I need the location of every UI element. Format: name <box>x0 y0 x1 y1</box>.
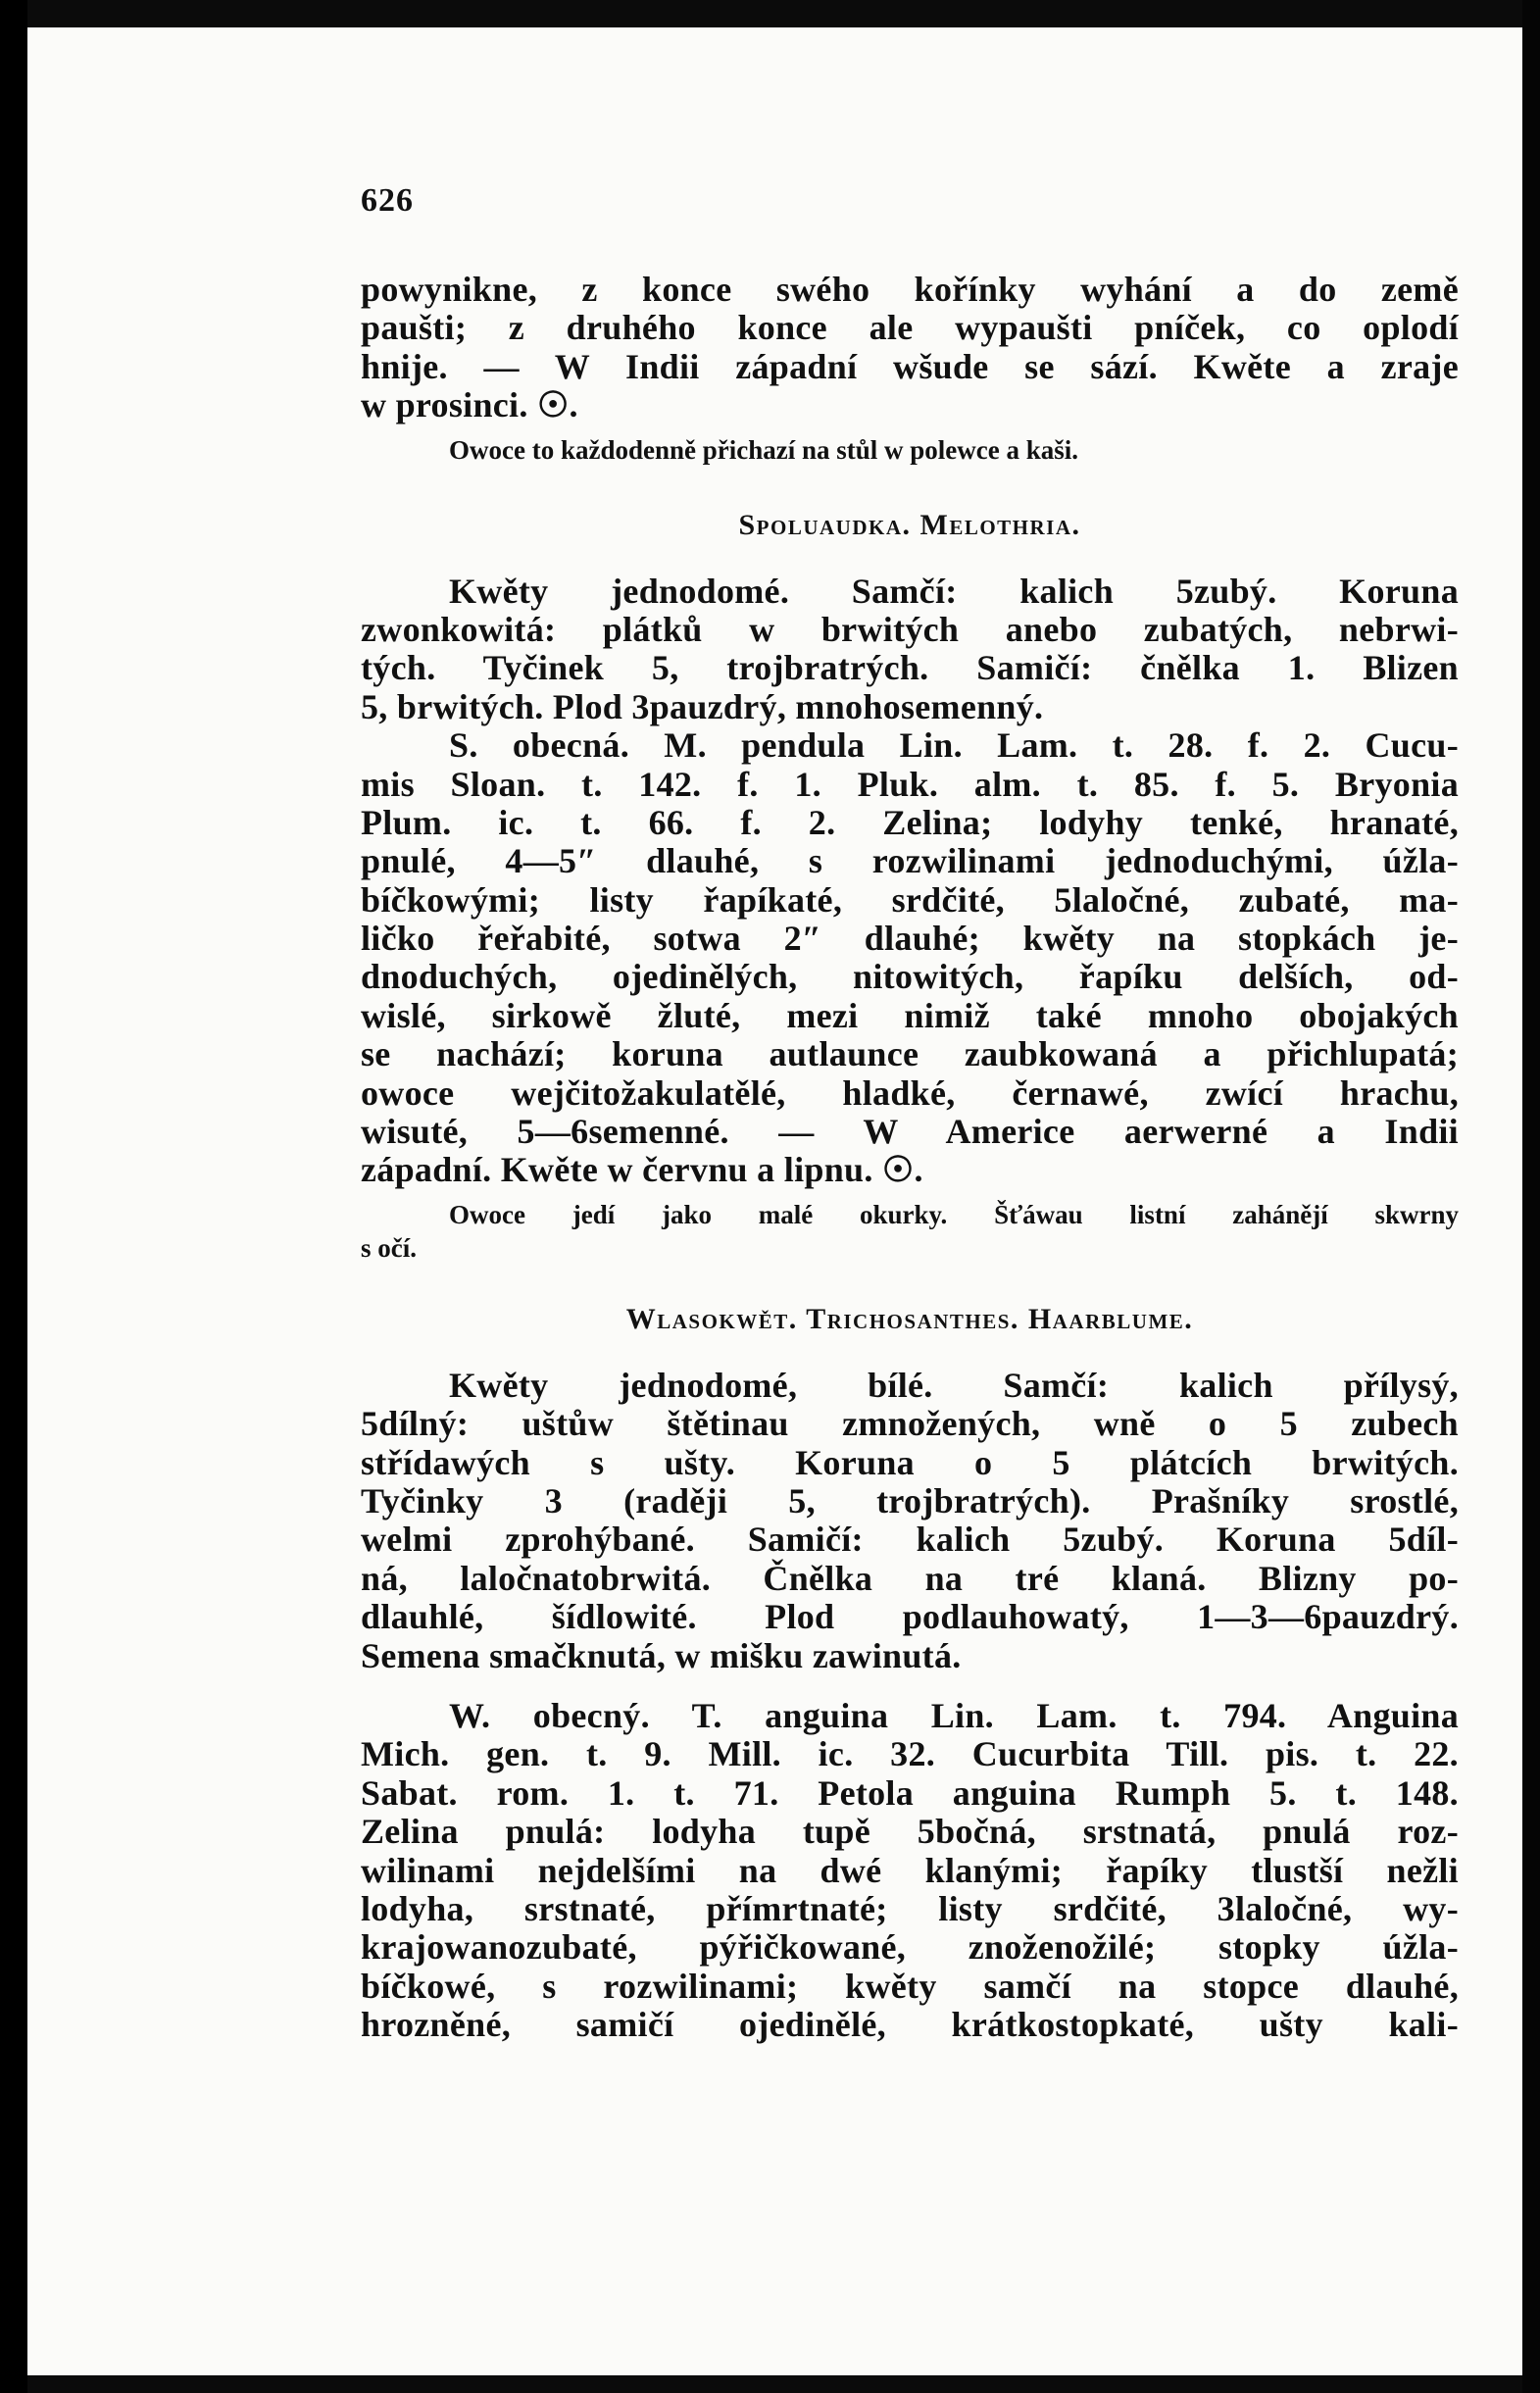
text-line: paušti; z druhého konce ale wypaušti pníček, co oplodí <box>361 308 1459 348</box>
text-line: ličko řeřabité, sotwa 2″ dlauhé; kwěty na stopkách je- <box>361 919 1459 959</box>
text-line: dlauhlé, šídlowité. Plod podlauhowatý, 1—3—6pauzdrý. <box>361 1597 1459 1637</box>
paragraph-gap <box>361 1675 1459 1697</box>
species-description-trichosanthes <box>361 1697 1459 2045</box>
text-line: Semena smačknutá, w mišku zawinutá. <box>361 1635 962 1675</box>
species-description-melothria <box>361 726 1459 1265</box>
text-line: západní. Kwěte w červnu a lipnu. ☉. <box>361 1150 923 1190</box>
text-line: střídawých s ušty. Koruna o 5 plátcích brwitých. <box>361 1442 1459 1482</box>
scan-edge-right <box>1522 0 1540 2393</box>
text-line: wilinami nejdelšími na dwé klanými; řapíky tlustší nežli <box>361 1850 1459 1890</box>
text-line: owoce wejčitožakulatělé, hladké, černawé, zwící hrachu, <box>361 1072 1459 1113</box>
footnote-line: s očí. <box>361 1232 417 1263</box>
text-line: krajowanozubaté, pýřičkowané, znoženožilé; stopky úžla- <box>361 1927 1459 1968</box>
page-content <box>361 271 1459 2044</box>
text-line: se nachází; koruna autlaunce zaubkowaná a přichlupatá; <box>361 1034 1459 1074</box>
text-line: w prosinci. ☉. <box>361 385 578 425</box>
text-line: Zelina pnulá: lodyha tupě 5bočná, srstnatá, pnulá roz- <box>361 1812 1459 1852</box>
genus-description-trichosanthes <box>361 1367 1459 1675</box>
text-line: mis Sloan. t. 142. f. 1. Pluk. alm. t. 85. f. 5. Bryonia <box>361 764 1459 804</box>
text-line: Kwěty jednodomé, bílé. Samčí: kalich přílysý, <box>449 1365 1459 1405</box>
text-line: lodyha, srstnaté, přímrtnaté; listy srdčité, 3laločné, wy- <box>361 1888 1459 1928</box>
text-line: 5dílný: uštůw štětinau zmnožených, wně o 5 zubech <box>361 1404 1459 1444</box>
text-line: bíčkowými; listy řapíkaté, srdčité, 5laločné, zubaté, ma- <box>361 879 1459 920</box>
book-page <box>27 27 1522 2375</box>
text-line: S. obecná. M. pendula Lin. Lam. t. 28. f. 2. Cucu- <box>449 725 1459 766</box>
scan-edge-left <box>0 0 27 2393</box>
text-line: Tyčinky 3 (raději 5, trojbratrých). Prašníky srostlé, <box>361 1480 1459 1521</box>
text-line: ná, laločnatobrwitá. Čnělka na tré klaná. Blizny po- <box>361 1558 1459 1598</box>
text-line: powynikne, z konce swého kořínky wyhání a do země <box>361 270 1459 309</box>
text-line: W. obecný. T. anguina Lin. Lam. t. 794. Anguina <box>449 1695 1459 1735</box>
text-line: wisuté, 5—6semenné. — W Americe aerwerné a Indii <box>361 1112 1459 1152</box>
text-line: 5, brwitých. Plod 3pauzdrý, mnohosemenný. <box>361 686 1044 726</box>
text-line: Sabat. rom. 1. t. 71. Petola anguina Rumph 5. t. 148. <box>361 1772 1459 1813</box>
text-line: hnije. — W Indii západní wšude se sází. Kwěte a zraje <box>361 346 1459 386</box>
text-line: dnoduchých, ojedinělých, nitowitých, řapíku delších, od- <box>361 957 1459 997</box>
text-line: pnulé, 4—5″ dlauhé, s rozwilinami jednoduchými, úžla- <box>361 841 1459 881</box>
text-line: tých. Tyčinek 5, trojbratrých. Samičí: čnělka 1. Blizen <box>361 648 1459 688</box>
section-heading-melothria: Spoluaudka. Melothria. <box>738 508 1081 541</box>
footnote-line: Owoce jedí jako malé okurky. Šťáwau listní zahánějí skwrny <box>449 1199 1459 1229</box>
text-line: Kwěty jednodomé. Samčí: kalich 5zubý. Koruna <box>449 571 1459 611</box>
text-line: Plum. ic. t. 66. f. 2. Zelina; lodyhy tenké, hranaté, <box>361 802 1459 842</box>
paragraph-continuation <box>361 271 1459 467</box>
page-number: 626 <box>361 182 414 219</box>
text-line: hrozněné, samičí ojedinělé, krátkostopkaté, ušty kali- <box>361 2005 1459 2045</box>
genus-description-melothria <box>361 573 1459 727</box>
footnote-line: Owoce to každodenně přichazí na stůl w polewce a kaši. <box>449 434 1079 465</box>
text-line: welmi zprohýbané. Samičí: kalich 5zubý. Koruna 5díl- <box>361 1520 1459 1560</box>
section-heading-trichosanthes: Wlasokwět. Trichosanthes. Haarblume. <box>625 1302 1194 1335</box>
text-line: Mich. gen. t. 9. Mill. ic. 32. Cucurbita Till. pis. t. 22. <box>361 1734 1459 1774</box>
text-line: zwonkowitá: plátků w brwitých anebo zubatých, nebrwi- <box>361 609 1459 649</box>
text-line: bíčkowé, s rozwilinami; kwěty samčí na stopce dlauhé, <box>361 1966 1459 2006</box>
text-line: wislé, sirkowě žluté, mezi nimiž také mnoho obojakých <box>361 995 1459 1035</box>
